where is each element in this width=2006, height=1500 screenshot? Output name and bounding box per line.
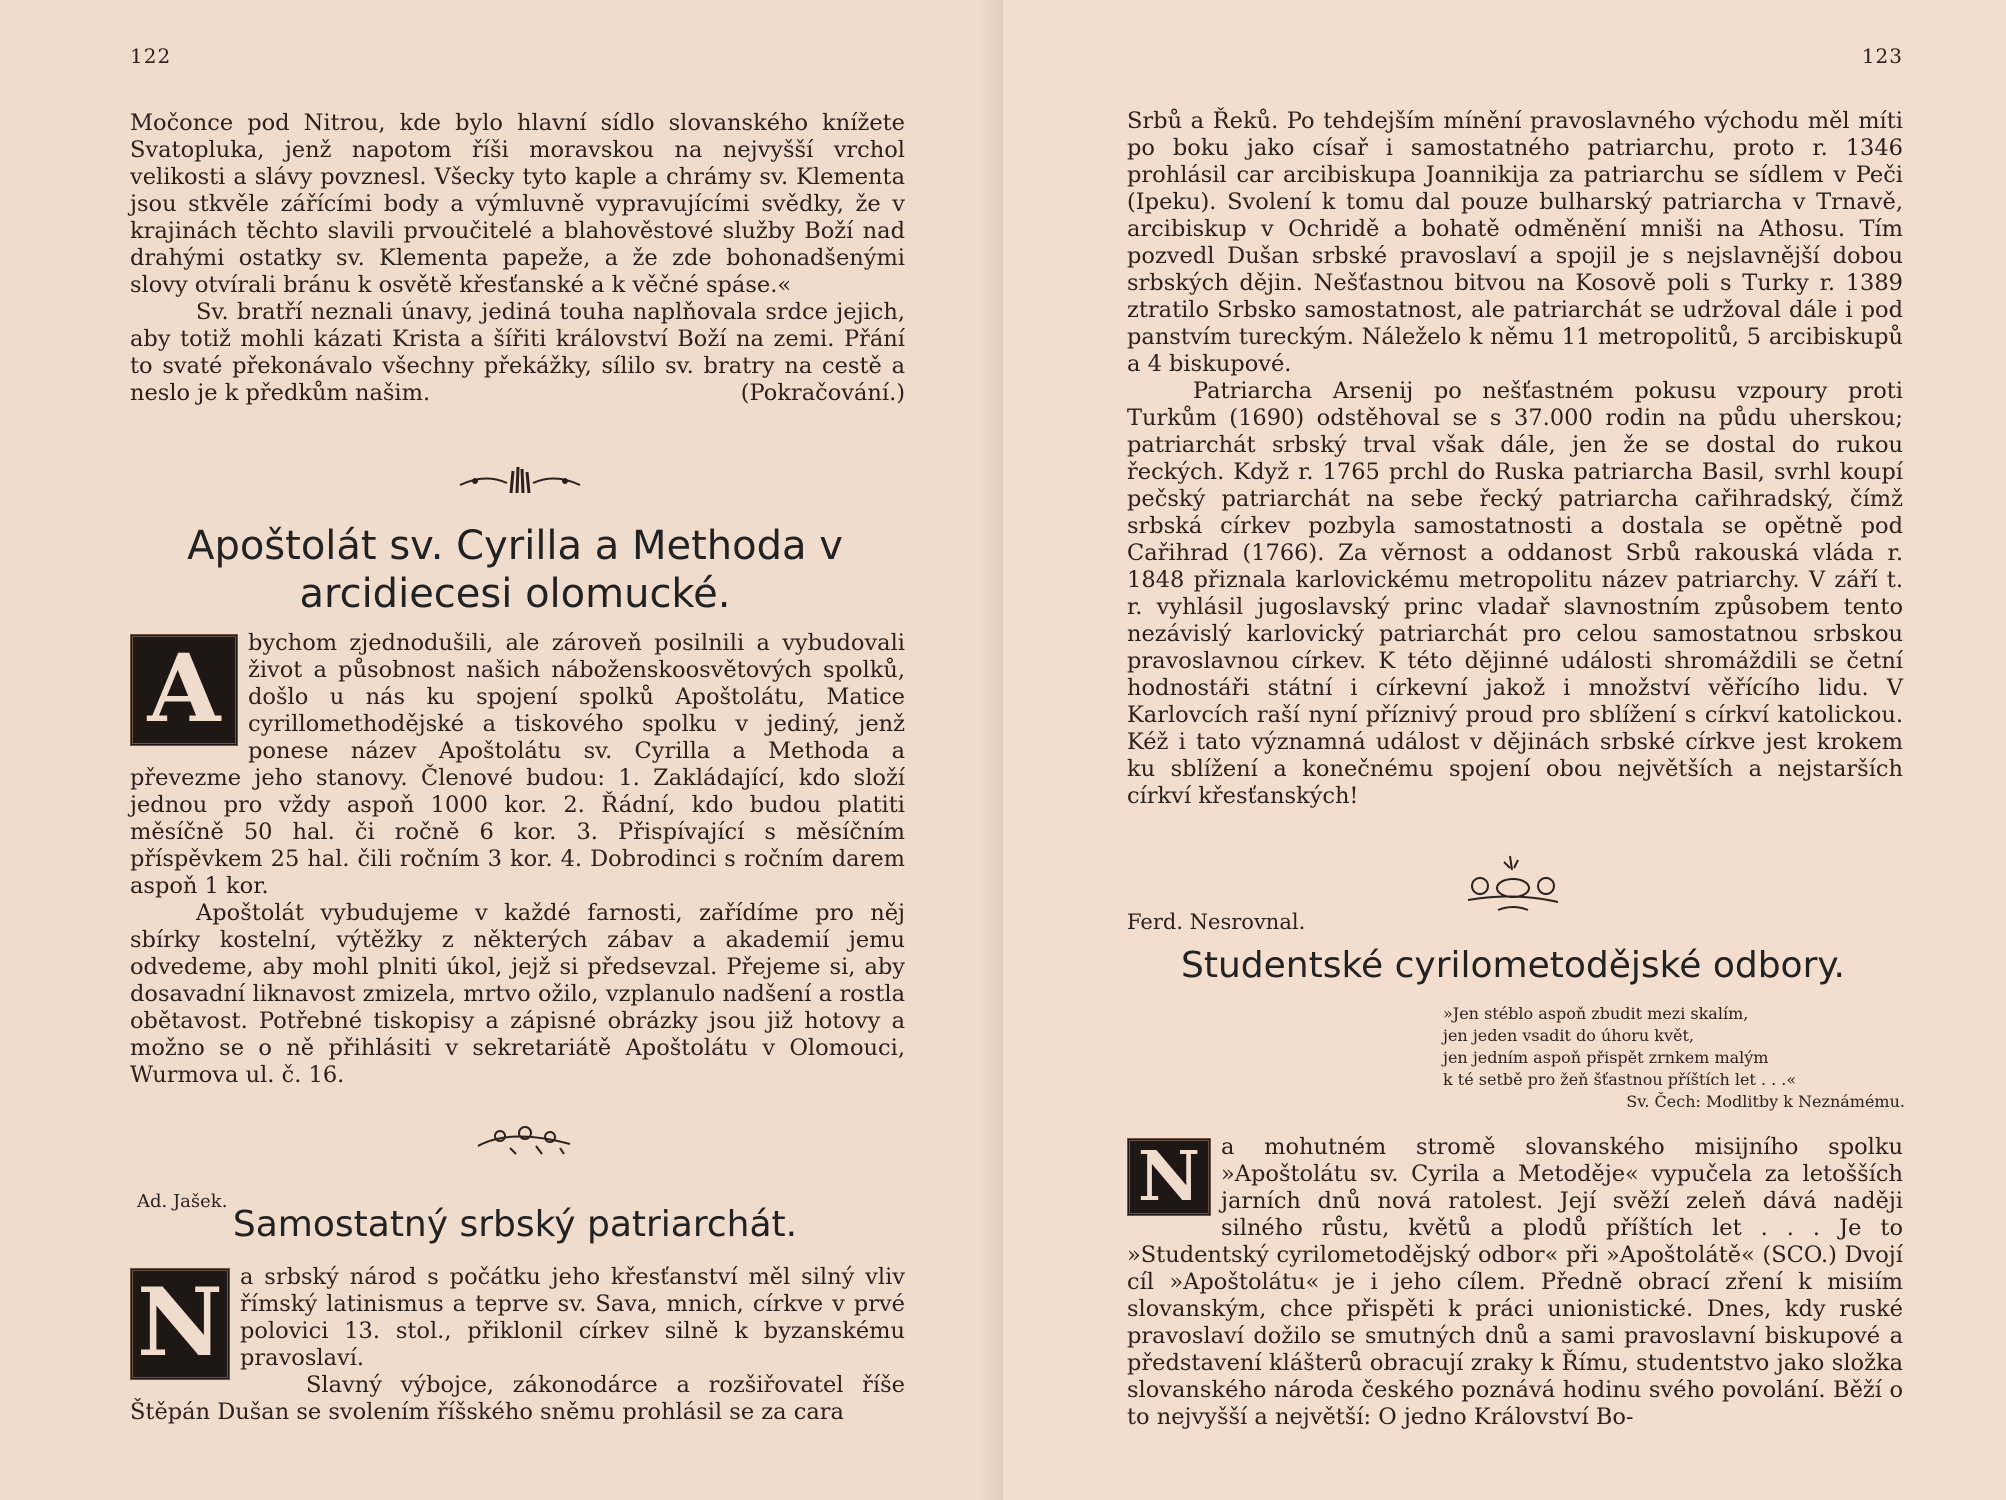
article-paragraph: Patriarcha Arsenij po nešťastném pokusu vzpoury proti Turkům (1690) odstěhoval se s 37.000 rodin na půdu uherskou; patriarchát srbský trval však dále, jen že se dostal do rukou řeckých. Když r. 1765 prchl do Ruska patriarcha Basil, svrhl koupí pečský patriarchát na sebe řecký patriarcha cařihradský, čímž srbská církev pozbyla samostatnosti a dostala se opětně pod Cařihrad (1766). Za věrnost a oddanost Srbů rakouská vláda r. 1848 přiznala karlovickému metropolitu název patriarchy. V září t. r. vyhlásil jugoslavský princ vladař slavnostním způsobem tento nezávislý karlovický patriarchát pro celou samostatnou srbskou pravoslavnou církev. K této dějinné události shromáždili se četní hodnostáři státní i církevní jakož i množství věřícího lidu. V Karlovcích raší nyní příznivý proud pro sblížení s církví katolickou. Kéž i tato významná událost v dějinách srbské církve jest krokem ku sblížení a konečnému spojení obou největších a nejstarších církví křesťanských! [1127,378,1903,809]
intro-paragraph: Močonce pod Nitrou, kde bylo hlavní sídlo slovanského knížete Svatopluka, jenž napotom říši moravskou na nejvyšší vrchol velikosti a slávy povznesl. Všecky tyto kaple a chrámy sv. Klementa jsou stkvěle zářícími body a výmluvně vypravujícími svědky, že v krajinách těchto slavili prvoučitelé a blahověstové služby Boží nad drahými ostatky sv. Klementa papeže, a že zde bohonadšenými slovy otvírali bránu k osvětě křesťanské a k věčné spáse.« [130,110,905,298]
article-title: Studentské cyrilometodějské odbory. [1181,945,1845,986]
article-patriarchat [130,1264,905,1426]
intro-text [130,110,905,407]
epigraph-line: jen jedním aspoň přispět zrnkem malým [1443,1048,1769,1067]
article-paragraph: bychom zjednodušili, ale zároveň posilnili a vybudovali život a působnost našich náboženskoosvětových spolků, došlo u nás ku spojení spolků Apoštolátu, Matice cyrillomethodějské a tiskového spolku v jediný, jenž ponese název Apoštolátu sv. Cyrilla a Methoda a převezme jeho stanovy. Členové budou: 1. Zakládající, kdo složí jednou pro vždy aspoň 1000 kor. 2. Řádní, kdo budou platiti měsíčně 50 hal. či ročně 6 kor. 3. Přispívající s měsíčním příspěvkem 25 hal. čili ročním 3 kor. 4. Dobrodinci s ročním darem aspoň 1 kor. [130,630,905,899]
article-title: Apoštolát sv. Cyrilla a Methoda v arcidiecesi olomucké. [187,523,843,617]
epigraph-line: k té setbě pro žeň šťastnou příštích let . . .« [1443,1070,1797,1089]
article-paragraph: Srbů a Řeků. Po tehdejším mínění pravoslavného východu měl míti po boku jako císař i samostatného patriarchu, proto r. 1346 prohlásil car arcibiskupa Joannikija za patriarchu se sídlem v Peči (Ipeku). Svolení k tomu dal pouze bulharský patriarcha v Trnavě, arcibiskup v Ochridě a bohatě odměnění mniši na Athosu. Tím pozvedl Dušan srbské pravoslaví a spojil je s nejslavnější dobou srbských dějin. Nešťastnou bitvou na Kosově poli s Turky r. 1389 ztratilo Srbsko samostatnost, ale patriarchát se udržoval dále i pod panstvím tureckým. Náleželo k němu 11 metropolitů, 5 arcibiskupů a 4 biskupové. [1127,108,1903,377]
right-page [1003,0,2006,1500]
dropcap-a-icon: A [130,634,238,746]
article-apostolat [130,630,905,1089]
epigraph-line: jen jeden vsadit do úhoru květ, [1443,1026,1694,1045]
article-paragraph: Apoštolát vybudujeme v každé farnosti, zařídíme pro něj sbírky kostelní, výtěžky z některých zábav a akademií jemu odvedeme, aby mohl plniti úkol, jejž si předsevzal. Přejeme si, aby dosavadní liknavost zmizela, mrtvo ožilo, vzplanulo nadšení a rostla obětavost. Potřebné tiskopisy a zápisné obrázky jsou již hotovy a možno se o ně přihlásiti v sekretariátě Apoštolátu v Olomouci, Wurmova ul. č. 16. [130,900,905,1088]
dropcap-n-icon: N [130,1268,230,1380]
epigraph-source: Sv. Čech: Modlitby k Neznámému. [1626,1092,1905,1111]
intro-paragraph-text: Sv. bratří neznali únavy, jediná touha naplňovala srdce jejich, aby totiž mohli kázati Krista a šířiti království Boží na zemi. Přání to svaté překonávalo všechny překážky, sílilo sv. bratry na cestě a neslo je k předkům našim. [130,299,905,406]
epigraph [1443,1003,1905,1113]
author-byline: Ad. Jašek. [137,1191,228,1212]
article-title: Samostatný srbský patriarchát. [232,1204,798,1245]
vine-ornament-icon [455,463,585,497]
epigraph-line: »Jen stéblo aspoň zbudit mezi skalím, [1443,1004,1749,1023]
page-number: 122 [130,44,172,68]
article-patriarchat-cont [1127,108,1903,810]
dropcap-n-icon: N [1127,1138,1211,1216]
article-paragraph: a mohutném stromě slovanského misijního spolku »Apoštolátu sv. Cyrila a Metoděje« vypučela za letošších jarních dnů nová ratolest. Její svěží zeleň dává naději silného růstu, květů a plodů příštích let . . . Je to »Studentský cyrilometodějský odbor« při »Apoštolátě« (SCO.) Dvojí cíl »Apoštolátu« je i jeho cílem. Předně obrací zření k misiím slovanským, chce přispěti k práci unionistické. Dnes, kdy ruské pravoslaví dožilo se smutných dnů a sami pravoslavní biskupové a představení klášterů obracují zraky k Římu, studentstvo jako složka slovanského národa českého poznává hodinu svého povolání. Běží o to nejvyšší a největší: O jedno Království Bo- [1127,1134,1903,1430]
page-number: 123 [1861,44,1903,68]
author-byline: Ferd. Nesrovnal. [1127,910,1306,934]
continued-note: (Pokračování.) [740,380,905,406]
article-paragraph: a srbský národ s počátku jeho křesťanství měl silný vliv římský latinismus a teprve sv. Sava, mnich, církve v prvé polovici 13. stol., přiklonil církev silně k byzanskému pravoslaví. [240,1264,905,1371]
article-paragraph: Slavný výbojce, zákonodárce a rozšiřovatel říše Štěpán Dušan se svolením říšského sněmu prohlásil se za cara [130,1372,905,1425]
article-studentske-odbory [1127,1134,1903,1431]
bird-ornament-icon [1458,852,1568,916]
intro-paragraph [130,299,905,407]
floral-ornament-icon [470,1122,580,1158]
